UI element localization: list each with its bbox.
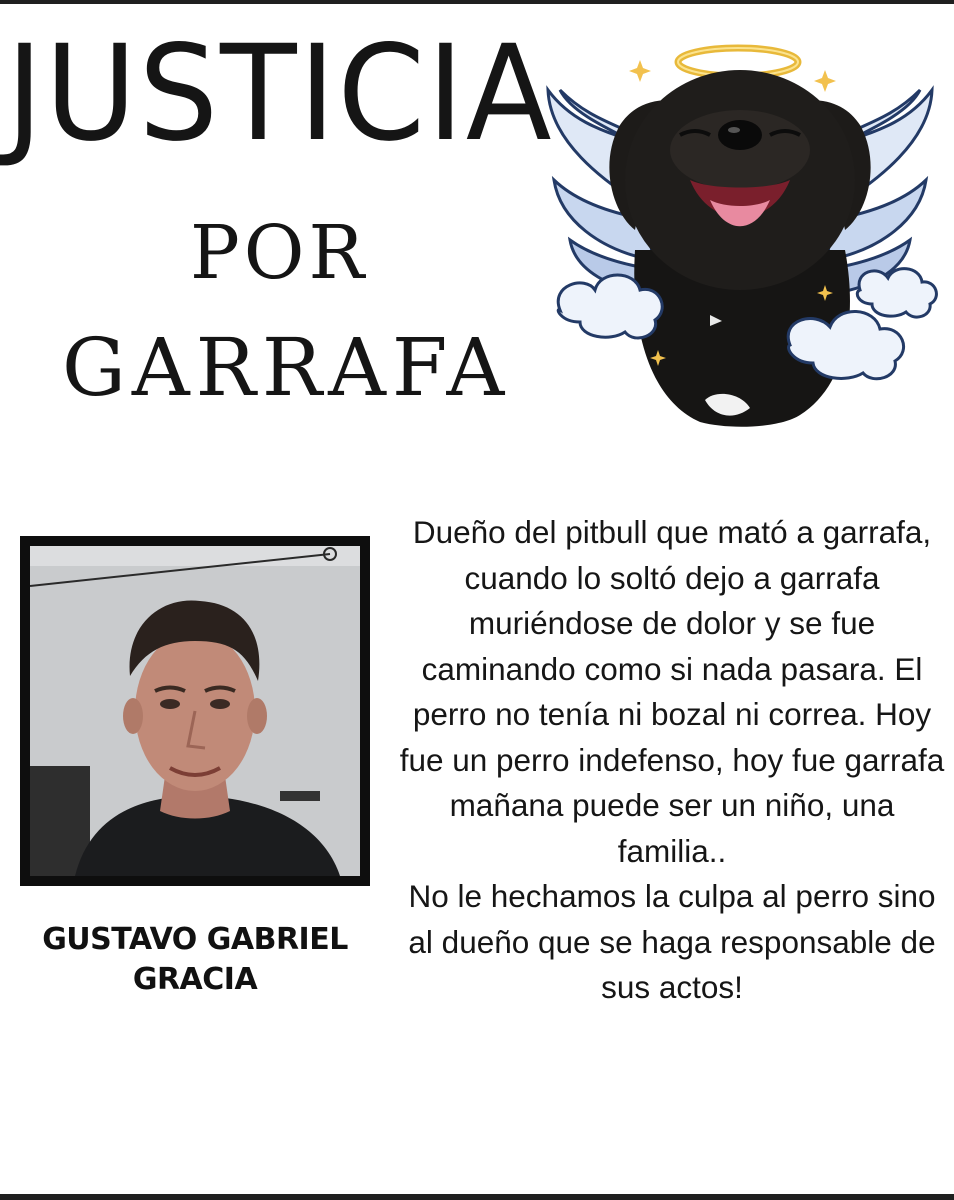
description-paragraph: No le hechamos la culpa al perro sino al dueño que se haga responsable de sus actos!	[408, 878, 936, 1005]
poster-title-garrafa: GARRAFA	[62, 321, 511, 414]
bottom-border	[0, 1194, 954, 1200]
description-text	[392, 510, 952, 1011]
person-name: GUSTAVO GABRIEL GRACIA	[42, 922, 348, 997]
person-photo	[20, 536, 370, 886]
person-portrait	[30, 546, 360, 876]
angel-dog-illustration	[540, 30, 940, 430]
cloud-icon	[857, 269, 936, 317]
description-paragraph: Dueño del pitbull que mató a garrafa, cuando lo soltó dejo a garrafa muriéndose de dolor y se fue caminando como si nada pasara. El perro no tenía ni bozal ni correa. Hoy fue un perro indefenso, hoy fue garrafa mañana puede ser un niño, una familia..	[399, 514, 945, 869]
poster-title-por: POR	[190, 210, 369, 296]
top-border	[0, 0, 954, 4]
poster-title-justicia: JUSTICIA	[6, 17, 554, 171]
